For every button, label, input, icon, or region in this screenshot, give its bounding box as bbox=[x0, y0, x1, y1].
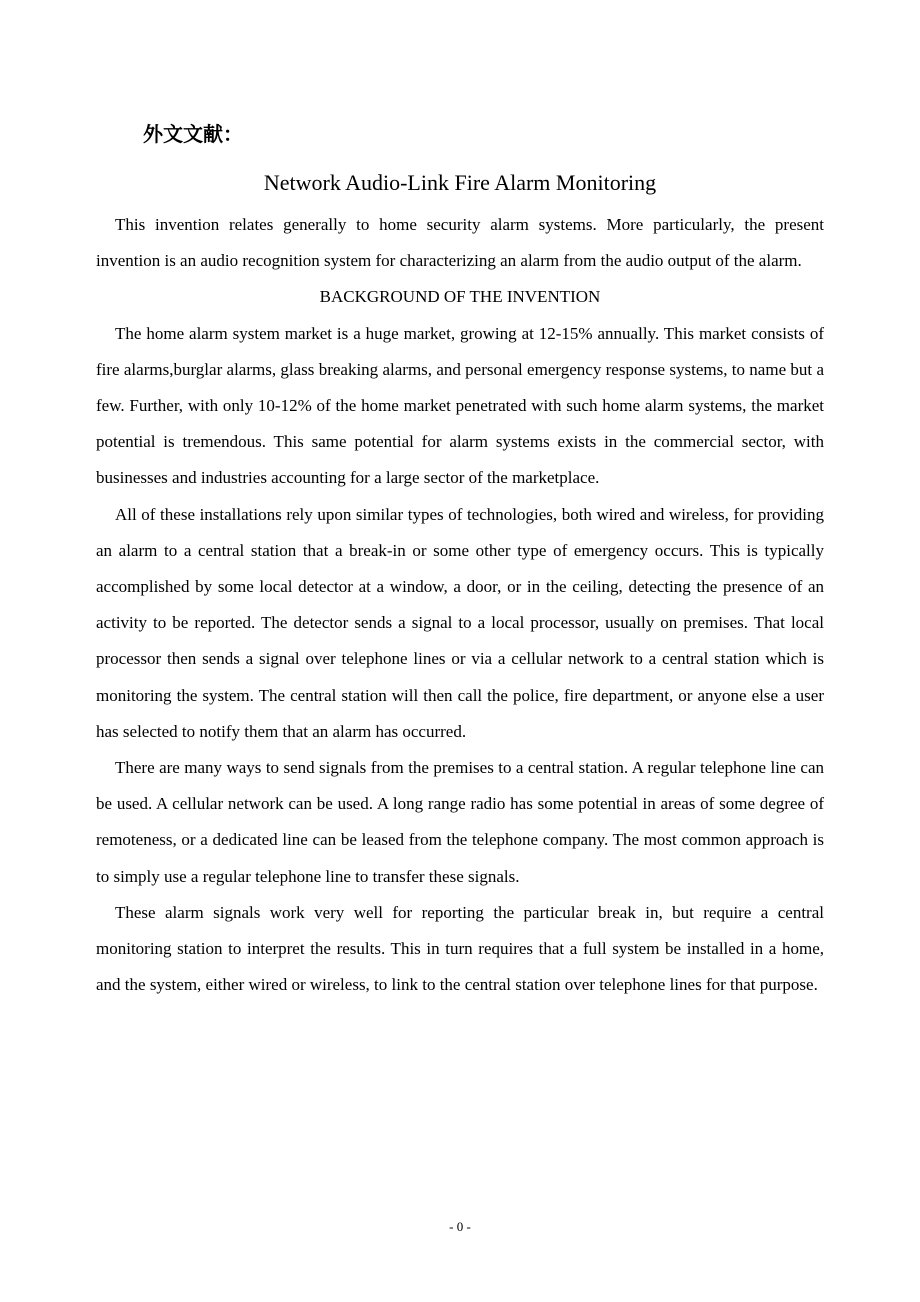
document-body bbox=[96, 207, 824, 1003]
body-paragraph: There are many ways to send signals from the premises to a central station. A regular telephone line can be used. A cellular network can be used. A long range radio has some potential in areas of some degree of remoteness, or a dedicated line can be leased from the telephone company. The most common approach is to simply use a regular telephone line to transfer these signals. bbox=[96, 758, 824, 886]
document-title: Network Audio-Link Fire Alarm Monitoring bbox=[263, 170, 657, 195]
body-paragraph: The home alarm system market is a huge market, growing at 12-15% annually. This market consists of fire alarms,burglar alarms, glass breaking alarms, and personal emergency response systems, to name but a few. Further, with only 10-12% of the home market penetrated with such home alarm systems, the market potential is tremendous. This same potential for alarm systems exists in the commercial sector, with businesses and industries accounting for a large sector of the marketplace. bbox=[96, 323, 824, 488]
page-number: - 0 - bbox=[449, 1219, 471, 1234]
intro-paragraph: This invention relates generally to home security alarm systems. More particularly, the present invention is an audio recognition system for characterizing an alarm from the audio output of the alarm. bbox=[96, 215, 824, 271]
foreign-literature-heading: 外文文献： bbox=[143, 122, 243, 146]
body-paragraph: These alarm signals work very well for reporting the particular break in, but require a central monitoring station to interpret the results. This in turn requires that a full system be installed in a home, and the system, either wired or wireless, to link to the central station over telephone lines for that purpose. bbox=[96, 902, 824, 995]
section-heading: BACKGROUND OF THE INVENTION bbox=[319, 287, 601, 307]
body-paragraph: All of these installations rely upon similar types of technologies, both wired and wireless, for providing an alarm to a central station that a break-in or some other type of emergency occurs. This is typically accomplished by some local detector at a window, a door, or in the ceiling, detecting the presence of an activity to be reported. The detector sends a signal to a local processor, usually on premises. That local processor then sends a signal over telephone lines or via a cellular network to a central station which is monitoring the system. The central station will then call the police, fire department, or anyone else a user has selected to notify them that an alarm has occurred. bbox=[96, 504, 824, 741]
